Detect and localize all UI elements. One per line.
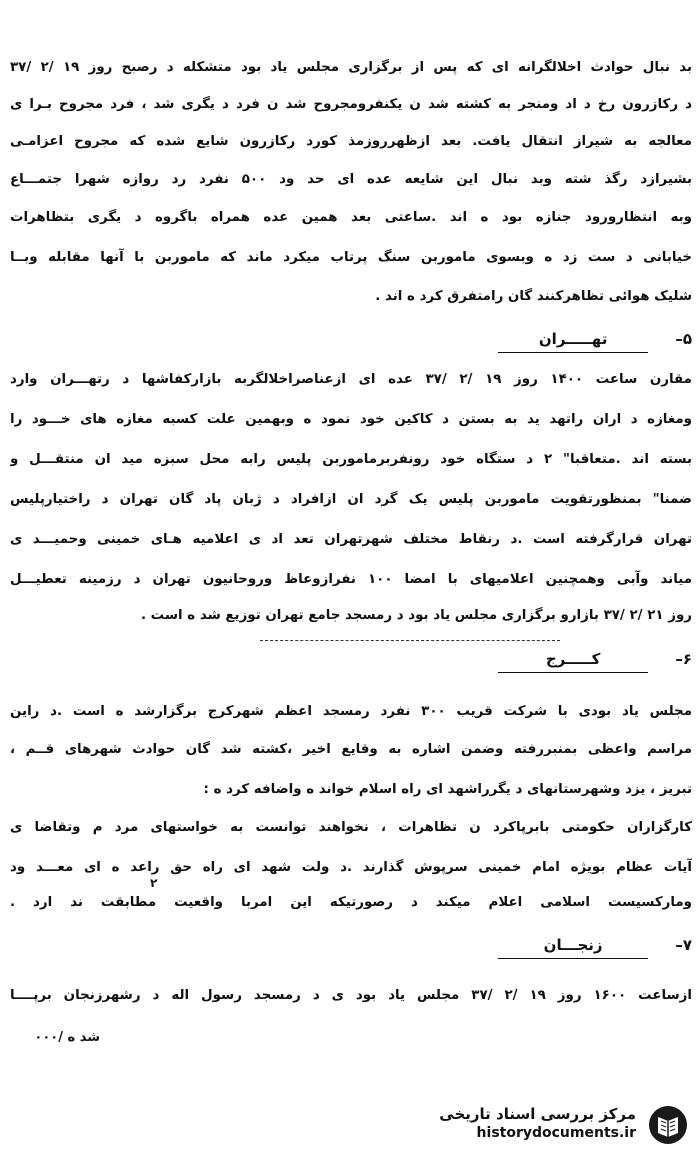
text-line: شلیک هوائی تظاهرکنند گان رامتفرق کرد ه اند .: [375, 289, 692, 304]
text-line: مراسم واعظی بمنبررفته وضمن اشاره به وقایع اخیر ،کشته شد گان حوادث شهرهای قــم ،: [10, 742, 692, 757]
text-line: وبه انتظارورود جنازه بود ه اند .ساعتی بعد همین عده همراه باگروه د یگری بتظاهرات: [10, 210, 692, 225]
text-line: میاند وآبی وهمچنین اعلامیهای با امضا ۱۰۰ نفرازوعاظ وروحانیون تهران د رزمینه تعطیـــل: [10, 572, 692, 587]
section-number: ۷–: [675, 936, 692, 954]
section-title: زنجـــان: [498, 934, 648, 959]
continuation-mark: شد ه /۰۰۰: [34, 1030, 100, 1045]
text-line: مقارن ساعت ۱۴۰۰ روز ۱۹ /۲ /۳۷ عده ای ازعناصراخلالگربه بازارکفاشها د رتهـــران وارد: [10, 372, 692, 387]
text-line: بسته اند .متعاقبا" ۲ د ستگاه خود رونفربرماموربن پلیس رابه محل سبزه مید ان منتقـــل و: [10, 452, 692, 467]
archive-watermark: [420, 1105, 688, 1145]
text-line: معالجه به شیراز انتقال یافت. بعد ازظهرروزمذ کورد رکازرون شایع شده که مجروح اعزامـی: [10, 134, 692, 149]
section-heading-tehran: [498, 328, 692, 353]
section-number: ۶–: [675, 650, 692, 668]
text-line: مجلس یاد بودی با شرکت قریب ۳۰۰ نفرد رمسجد اعظم شهرکرج برگزارشد ه است .د راین: [10, 704, 692, 719]
text-line: ازساعت ۱۶۰۰ روز ۱۹ /۲ /۳۷ مجلس یاد بود ی د رمسجد رسول اله د رشهرزنجان برپــــا: [10, 988, 692, 1003]
text-line: کارگزاران حکومتی بابرپاکرد ن تظاهرات ، نخواهند توانست به خواستهای مرد م وتقاضا ی: [10, 820, 692, 835]
section-heading-zanjan: [498, 934, 692, 959]
dashed-divider: [260, 640, 560, 641]
watermark-url: historydocuments.ir: [476, 1125, 636, 1141]
text-line: د رکازرون رخ د اد ومنجر به کشته شد ن یکنفرومجروح شد ن فرد د یگری شد ، فرد مجروح بـرا ی: [10, 97, 692, 112]
text-line: ومارکسیست اسلامی اعلام میکند د رصورتیکه این امربا واقعیت مطابقت ند ارد .: [10, 895, 692, 910]
page-mark: ۲: [150, 876, 158, 890]
section-title: تهـــــران: [498, 328, 648, 353]
text-line: ومغازه د اران راتهد ید به بستن د کاکین خود نمود ه وبهمین علت کسبه مغازه های خـــود را: [10, 412, 692, 427]
text-line: آیات عظام بویژه امام خمینی سرپوش گذارند .د ولت شهد ای راه حق راعد ه ای معـــد ود: [10, 860, 692, 875]
text-line: تهران قرارگرفته است .د رنقاط مختلف شهرتهران تعد اد ی اعلامیه هـای خمینی وحمیـــد ی: [10, 532, 692, 547]
text-line: روز ۲۱ /۲ /۳۷ بازارو برگزاری مجلس یاد بود د رمسجد جامع تهران توزیع شد ه است .: [140, 608, 692, 623]
section-number: ۵–: [675, 330, 692, 348]
text-line: تبریز ، یزد وشهرستانهای د یگرراشهد ای راه اسلام خواند ه واضافه کرد ه :: [203, 782, 692, 797]
text-line: خیابانی د ست زد ه وبسوی ماموربن سنگ پرتاب میکرد ماند که ماموربن با آنها مقابله وبــا: [10, 250, 692, 265]
text-line: بشیرازد رگذ شته وبد نبال این شایعه عده ای حد ود ۵۰۰ نفرد رد روازه شهرا جتمـــاع: [10, 172, 692, 187]
watermark-title: مرکز بررسی اسناد تاریخی: [439, 1105, 636, 1123]
book-seal-icon: [648, 1105, 688, 1145]
text-line: ضمنا" بمنظورتقویت ماموربن پلیس یک گرد ان ازافراد د ژبان پاد گان تهران د راختیارپلیس: [10, 492, 692, 507]
section-title: کـــــرج: [498, 648, 648, 673]
text-line: بد نبال حوادث اخلالگرانه ای که پس از برگزاری مجلس یاد بود متشکله د رصبح روز ۱۹ /۲ /۳۷: [10, 60, 692, 75]
section-heading-karaj: [498, 648, 692, 673]
